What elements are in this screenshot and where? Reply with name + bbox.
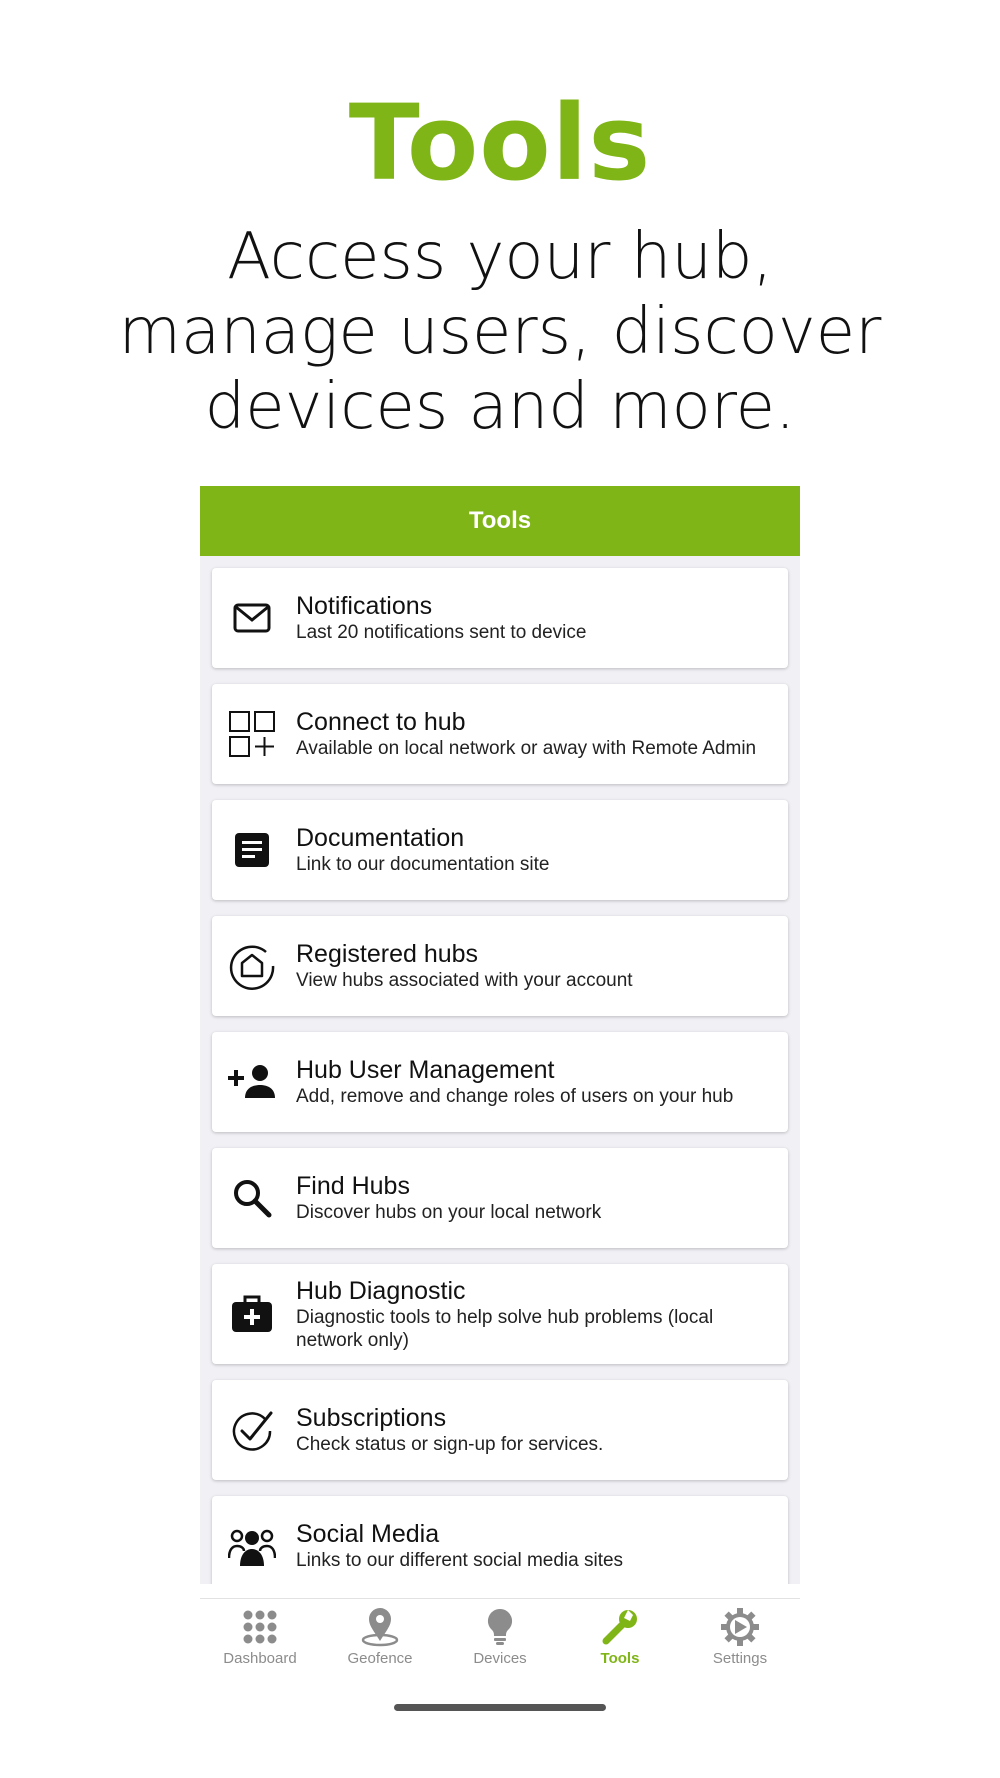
tool-description: Diagnostic tools to help solve hub problems (local network only) (296, 1306, 714, 1351)
widgets-add-icon (228, 710, 276, 758)
location-pin-icon (360, 1607, 400, 1647)
tools-list (200, 556, 800, 1584)
tool-description: Add, remove and change roles of users on your hub (296, 1086, 734, 1107)
tool-title: Subscriptions (296, 1404, 447, 1432)
promo-subtitle: Access your hub, manage users, discover devices and more. (118, 220, 882, 444)
tool-title: Find Hubs (296, 1172, 410, 1200)
tab-devices[interactable] (440, 1599, 560, 1689)
tab-geofence[interactable] (320, 1599, 440, 1689)
group-icon (228, 1522, 276, 1570)
home-circle-icon (228, 942, 276, 990)
tool-description: Links to our different social media sites (296, 1550, 624, 1571)
bottom-tab-bar (200, 1598, 800, 1689)
search-icon (228, 1174, 276, 1222)
tool-item-hub-diagnostic[interactable] (212, 1264, 788, 1364)
tool-title: Documentation (296, 824, 465, 852)
tool-title: Hub Diagnostic (296, 1276, 466, 1305)
tool-description: Last 20 notifications sent to device (296, 622, 587, 643)
document-icon (228, 826, 276, 874)
check-circle-icon (228, 1406, 276, 1454)
tool-title: Hub User Management (296, 1056, 555, 1084)
app-header (200, 486, 800, 556)
wrench-icon (600, 1607, 640, 1647)
gear-icon (720, 1607, 760, 1647)
tool-description: Available on local network or away with Remote Admin (296, 738, 757, 759)
tab-label: Geofence (347, 1650, 413, 1667)
tool-title: Registered hubs (296, 940, 479, 968)
tab-label: Settings (712, 1650, 768, 1667)
tool-title: Social Media (296, 1520, 440, 1548)
home-indicator (394, 1704, 606, 1711)
tool-item-hub-user-management[interactable] (212, 1032, 788, 1132)
tool-item-social-media[interactable] (212, 1496, 788, 1584)
tool-item-notifications[interactable] (212, 568, 788, 668)
promo-title: Tools (348, 82, 652, 204)
tool-item-registered-hubs[interactable] (212, 916, 788, 1016)
tool-item-connect-to-hub[interactable] (212, 684, 788, 784)
tool-item-subscriptions[interactable] (212, 1380, 788, 1480)
tab-dashboard[interactable] (200, 1599, 320, 1689)
tab-label: Devices (473, 1650, 527, 1667)
tool-description: Discover hubs on your local network (296, 1202, 602, 1223)
tool-item-find-hubs[interactable] (212, 1148, 788, 1248)
header-title: Tools (468, 507, 532, 534)
tool-description: Check status or sign-up for services. (296, 1434, 604, 1455)
tool-description: View hubs associated with your account (296, 970, 633, 991)
envelope-icon (228, 594, 276, 642)
tab-settings[interactable] (680, 1599, 800, 1689)
tool-title: Notifications (296, 592, 433, 620)
lightbulb-icon (480, 1607, 520, 1647)
phone-screen (200, 486, 800, 1739)
add-person-icon (228, 1058, 276, 1106)
tab-label: Dashboard (223, 1650, 297, 1667)
medical-kit-icon (228, 1290, 276, 1338)
tool-item-documentation[interactable] (212, 800, 788, 900)
tool-description: Link to our documentation site (296, 854, 550, 875)
tab-tools[interactable] (560, 1599, 680, 1689)
grid-dots-icon (240, 1607, 280, 1647)
tab-label: Tools (600, 1650, 640, 1667)
tool-title: Connect to hub (296, 708, 466, 736)
